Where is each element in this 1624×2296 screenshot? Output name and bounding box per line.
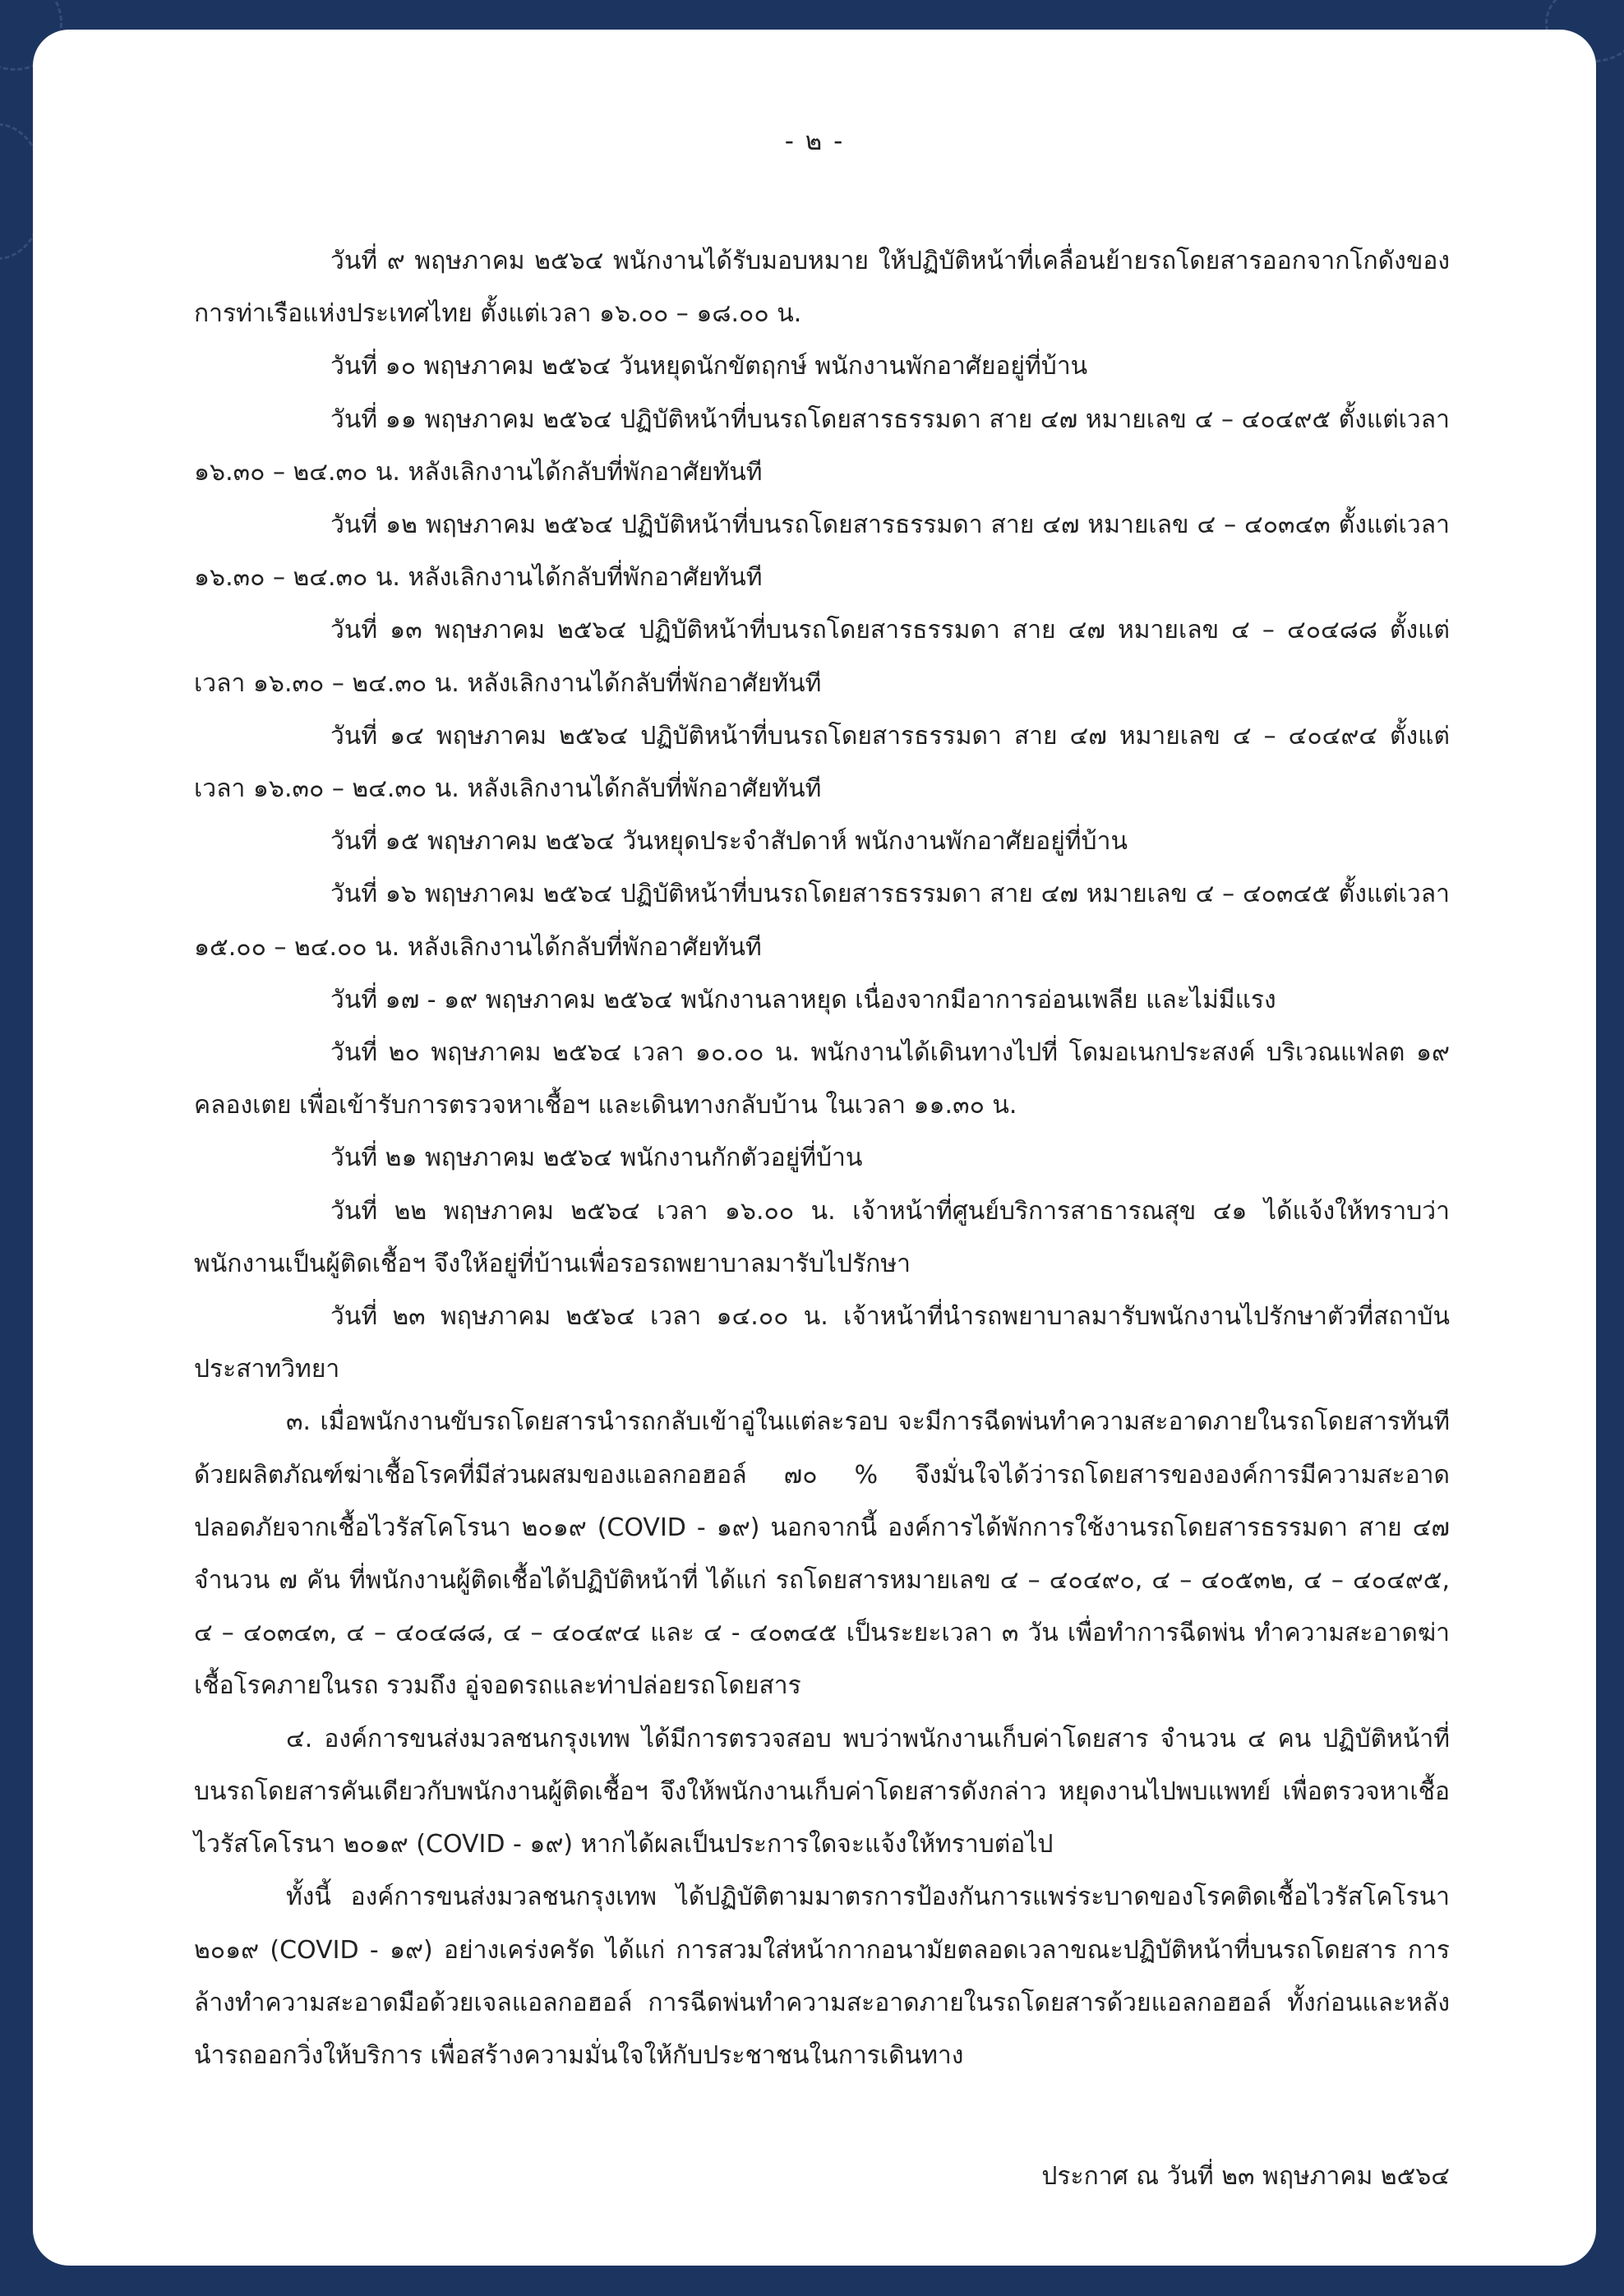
paragraph: วันที่ ๑๐ พฤษภาคม ๒๕๖๔ วันหยุดนักขัตฤกษ์ พนักงานพักอาศัยอยู่ที่บ้าน [330, 352, 1088, 381]
paragraph: วันที่ ๑๔ พฤษภาคม ๒๕๖๔ ปฏิบัติหน้าที่บนรถโดยสารธรรมดา สาย ๔๗ หมายเลข ๔ – ๔๐๔๙๔ ตั้งแต่เวลา ๑๖.๓๐ – ๒๔.๓๐ น. หลังเลิกงานได้กลับที่พักอาศัยทันที [194, 721, 1450, 804]
paragraph: วันที่ ๒๐ พฤษภาคม ๒๕๖๔ เวลา ๑๐.๐๐ น. พนักงานได้เดินทางไปที่ โดมอเนกประสงค์ บริเวณแฟลต ๑๙ คลองเตย เพื่อเข้ารับการตรวจหาเชื้อฯ และเดินทางกลับบ้าน ในเวลา ๑๑.๓๐ น. [194, 1038, 1450, 1120]
document-page [33, 30, 1596, 2266]
paragraph: วันที่ ๑๒ พฤษภาคม ๒๕๖๔ ปฏิบัติหน้าที่บนรถโดยสารธรรมดา สาย ๔๗ หมายเลข ๔ – ๔๐๓๔๓ ตั้งแต่เวลา ๑๖.๓๐ – ๒๔.๓๐ น. หลังเลิกงานได้กลับที่พักอาศัยทันที [194, 510, 1450, 593]
page-number: - ๒ - [784, 127, 845, 156]
paragraph: วันที่ ๑๕ พฤษภาคม ๒๕๖๔ วันหยุดประจำสัปดาห์ พนักงานพักอาศัยอยู่ที่บ้าน [330, 827, 1128, 857]
paragraph-section-3: ๓. เมื่อพนักงานขับรถโดยสารนำรถกลับเข้าอู่ในแต่ละรอบ จะมีการฉีดพ่นทำความสะอาดภายในรถโดยสารทันทีด้วยผลิตภัณฑ์ฆ่าเชื้อโรคที่มีส่วนผสมของแอลกอฮอล์ ๗๐ % จึงมั่นใจได้ว่ารถโดยสารขององค์การมีความสะอาด ปลอดภัยจากเชื้อไวรัสโคโรนา ๒๐๑๙ (COVID - ๑๙) นอกจากนี้ องค์การได้พักการใช้งานรถโดยสารธรรมดา สาย ๔๗ จำนวน ๗ คัน ที่พนักงานผู้ติดเชื้อได้ปฏิบัติหน้าที่ ได้แก่ รถโดยสารหมายเลข ๔ – ๔๐๔๙๐, ๔ – ๔๐๕๓๒, ๔ – ๔๐๔๙๕, ๔ – ๔๐๓๔๓, ๔ – ๔๐๔๘๘, ๔ – ๔๐๔๙๔ และ ๔ - ๔๐๓๔๕ เป็นระยะเวลา ๓ วัน เพื่อทำการฉีดพ่น ทำความสะอาดฆ่าเชื้อโรคภายในรถ รวมถึง อู่จอดรถและท่าปล่อยรถโดยสาร [194, 1407, 1450, 1701]
paragraph-section-4: ๔. องค์การขนส่งมวลชนกรุงเทพ ได้มีการตรวจสอบ พบว่าพนักงานเก็บค่าโดยสาร จำนวน ๔ คน ปฏิบัติหน้าที่บนรถโดยสารคันเดียวกับพนักงานผู้ติดเชื้อฯ จึงให้พนักงานเก็บค่าโดยสารดังกล่าว หยุดงานไปพบแพทย์ เพื่อตรวจหาเชื้อไวรัสโคโรนา ๒๐๑๙ (COVID - ๑๙) หากได้ผลเป็นประการใดจะแจ้งให้ทราบต่อไป [194, 1724, 1450, 1859]
paragraph: วันที่ ๒๓ พฤษภาคม ๒๕๖๔ เวลา ๑๔.๐๐ น. เจ้าหน้าที่นำรถพยาบาลมารับพนักงานไปรักษาตัวที่สถาบันประสาทวิทยา [194, 1302, 1450, 1384]
paragraph: วันที่ ๑๗ - ๑๙ พฤษภาคม ๒๕๖๔ พนักงานลาหยุด เนื่องจากมีอาการอ่อนเพลีย และไม่มีแรง [330, 985, 1276, 1014]
announcement-date: ประกาศ ณ วันที่ ๒๓ พฤษภาคม ๒๕๖๔ [1041, 2162, 1450, 2191]
paragraph: วันที่ ๑๓ พฤษภาคม ๒๕๖๔ ปฏิบัติหน้าที่บนรถโดยสารธรรมดา สาย ๔๗ หมายเลข ๔ – ๔๐๔๘๘ ตั้งแต่เวลา ๑๖.๓๐ – ๒๔.๓๐ น. หลังเลิกงานได้กลับที่พักอาศัยทันที [194, 616, 1450, 698]
paragraph: วันที่ ๒๒ พฤษภาคม ๒๕๖๔ เวลา ๑๖.๐๐ น. เจ้าหน้าที่ศูนย์บริการสาธารณสุข ๔๑ ได้แจ้งให้ทราบว่า พนักงานเป็นผู้ติดเชื้อฯ จึงให้อยู่ที่บ้านเพื่อรอรถพยาบาลมารับไปรักษา [194, 1196, 1450, 1278]
paragraph: วันที่ ๒๑ พฤษภาคม ๒๕๖๔ พนักงานกักตัวอยู่ที่บ้าน [330, 1143, 863, 1173]
paragraph: วันที่ ๑๑ พฤษภาคม ๒๕๖๔ ปฏิบัติหน้าที่บนรถโดยสารธรรมดา สาย ๔๗ หมายเลข ๔ – ๔๐๔๙๕ ตั้งแต่เวลา ๑๖.๓๐ – ๒๔.๓๐ น. หลังเลิกงานได้กลับที่พักอาศัยทันที [194, 404, 1450, 487]
paragraph-conclusion: ทั้งนี้ องค์การขนส่งมวลชนกรุงเทพ ได้ปฏิบัติตามมาตรการป้องกันการแพร่ระบาดของโรคติดเชื้อไวรัสโคโรนา ๒๐๑๙ (COVID - ๑๙) อย่างเคร่งครัด ได้แก่ การสวมใส่หน้ากากอนามัยตลอดเวลาขณะปฏิบัติหน้าที่บนรถโดยสาร การล้างทำความสะอาดมือด้วยเจลแอลกอฮอล์ การฉีดพ่นทำความสะอาดภายในรถโดยสารด้วยแอลกอฮอล์ ทั้งก่อนและหลังนำรถออกวิ่งให้บริการ เพื่อสร้างความมั่นใจให้กับประชาชนในการเดินทาง [194, 1883, 1450, 2070]
document-body [194, 235, 1450, 2082]
paragraph: วันที่ ๑๖ พฤษภาคม ๒๕๖๔ ปฏิบัติหน้าที่บนรถโดยสารธรรมดา สาย ๔๗ หมายเลข ๔ – ๔๐๓๔๕ ตั้งแต่เวลา ๑๕.๐๐ – ๒๔.๐๐ น. หลังเลิกงานได้กลับที่พักอาศัยทันที [194, 880, 1450, 962]
paragraph: วันที่ ๙ พฤษภาคม ๒๕๖๔ พนักงานได้รับมอบหมาย ให้ปฏิบัติหน้าที่เคลื่อนย้ายรถโดยสารออกจากโกดังของการท่าเรือแห่งประเทศไทย ตั้งแต่เวลา ๑๖.๐๐ – ๑๘.๐๐ น. [194, 247, 1450, 329]
